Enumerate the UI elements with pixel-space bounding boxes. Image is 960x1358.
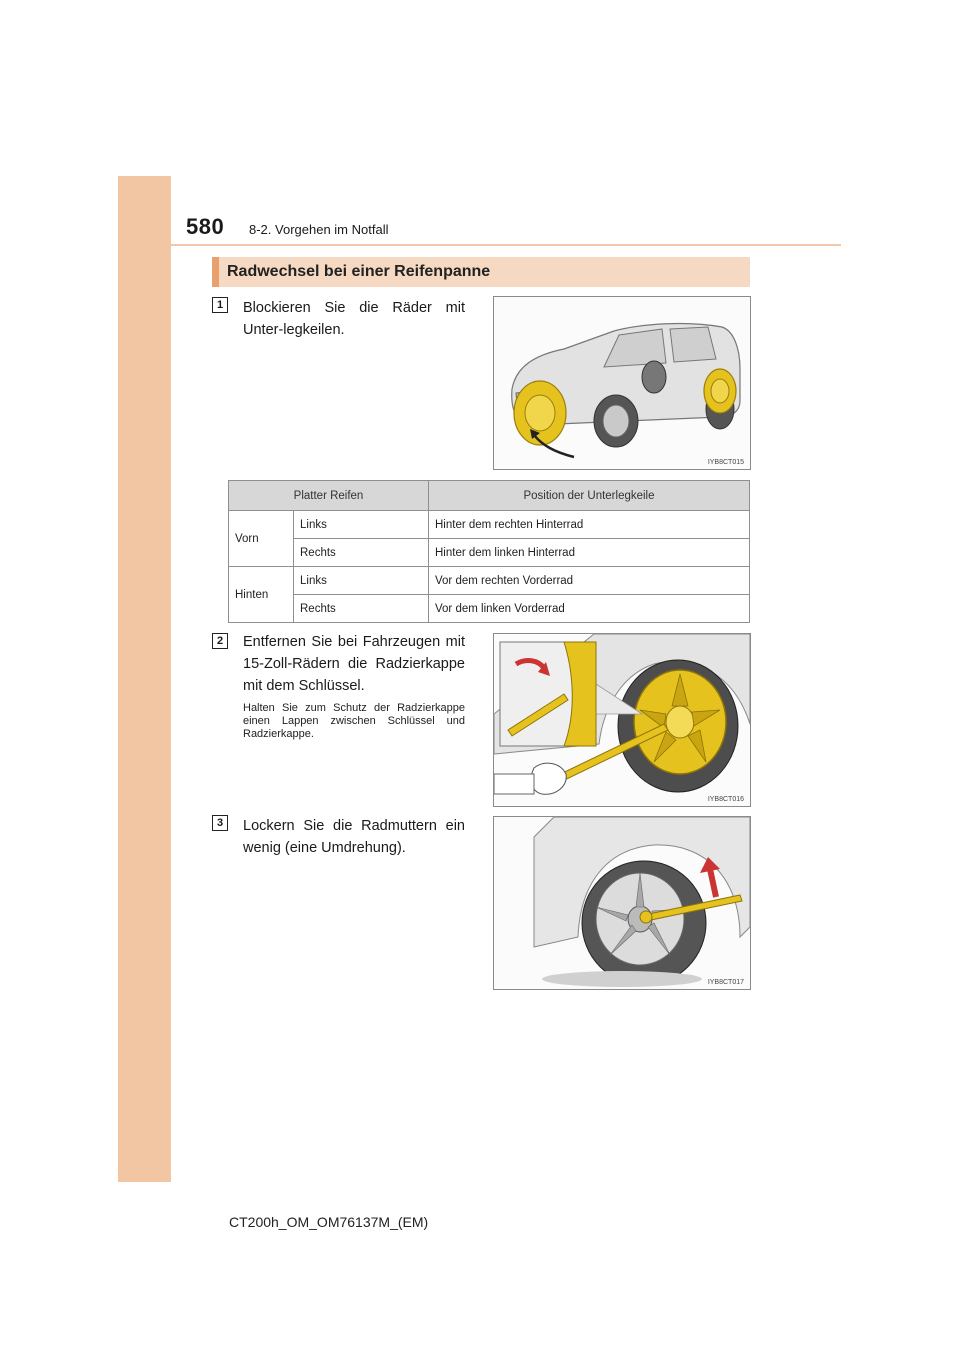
figure-remove-hubcap <box>493 633 751 807</box>
figure-code-3: IYB8CT017 <box>707 979 744 986</box>
table-header-flat-tire: Platter Reifen <box>229 481 429 511</box>
table-header-row <box>229 481 750 511</box>
hubcap-removal-illustration <box>494 634 750 806</box>
table-group-front: Vorn <box>229 511 294 567</box>
step-text-2: Entfernen Sie bei Fahrzeugen mit 15-Zoll-Rädern die Radzierkappe mit dem Schlüssel. <box>243 634 465 694</box>
table-cell-position: Vor dem rechten Vorderrad <box>429 567 750 595</box>
table-cell-position: Hinter dem rechten Hinterrad <box>429 511 750 539</box>
loosen-nuts-illustration <box>494 817 750 989</box>
table-header-chock-position: Position der Unterlegkeile <box>429 481 750 511</box>
figure-wheel-chocks <box>493 296 751 470</box>
step-number-2: 2 <box>212 633 228 649</box>
table-cell-side: Links <box>294 567 429 595</box>
step-number-1: 1 <box>212 297 228 313</box>
table-row <box>229 567 750 595</box>
wheel-chock-table <box>228 480 750 623</box>
section-heading-title: Radwechsel bei einer Reifenpanne <box>227 263 491 280</box>
table-cell-side: Rechts <box>294 595 429 623</box>
side-margin-band <box>118 176 171 1182</box>
section-heading-accent <box>212 257 219 287</box>
header-rule <box>171 244 841 246</box>
step-number-3: 3 <box>212 815 228 831</box>
step-note-2: Halten Sie zum Schutz der Radzierkappe einen Lappen zwischen Schlüssel und Radzierkappe. <box>243 702 465 740</box>
table-cell-position: Hinter dem linken Hinterrad <box>429 539 750 567</box>
figure-code-1: IYB8CT015 <box>707 459 744 466</box>
table-group-rear: Hinten <box>229 567 294 623</box>
table-cell-side: Links <box>294 511 429 539</box>
step-text-3: Lockern Sie die Radmuttern ein wenig (eine Umdrehung). <box>243 818 465 856</box>
table-row <box>229 539 750 567</box>
section-reference: 8-2. Vorgehen im Notfall <box>249 222 389 237</box>
step-text-1: Blockieren Sie die Räder mit Unter-legkeilen. <box>243 300 465 338</box>
page-number: 580 <box>186 214 225 239</box>
figure-loosen-nuts <box>493 816 751 990</box>
car-chocks-illustration <box>494 297 750 469</box>
table-row <box>229 595 750 623</box>
section-heading-bar <box>212 257 750 287</box>
figure-code-2: IYB8CT016 <box>707 796 744 803</box>
table-cell-position: Vor dem linken Vorderrad <box>429 595 750 623</box>
document-code: CT200h_OM_OM76137M_(EM) <box>229 1214 429 1230</box>
table-cell-side: Rechts <box>294 539 429 567</box>
table-row <box>229 511 750 539</box>
